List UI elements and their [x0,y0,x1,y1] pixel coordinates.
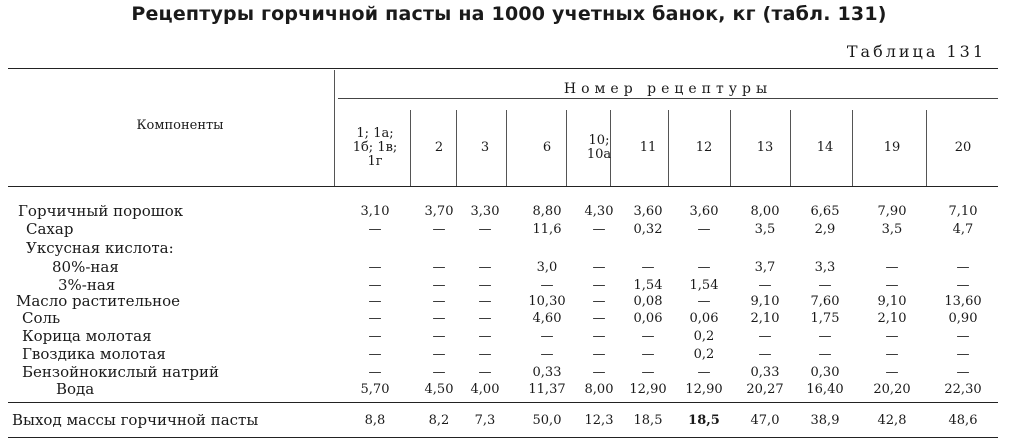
table-cell: — [641,347,655,362]
table-cell: 3,0 [536,260,558,275]
table-cell: — [758,347,772,362]
table-cell: 3,3 [814,260,836,275]
row-label: 80%-ная [52,258,119,276]
table-cell: 8,80 [532,204,562,219]
row-label: 3%-ная [58,276,116,294]
table-cell: 4,7 [952,222,974,237]
total-cell: 38,9 [810,413,840,428]
table-cell: — [592,278,606,293]
column-header: 2 [434,140,444,155]
table-cell: — [478,311,492,326]
table-cell: 12,90 [685,382,723,397]
table-cell: — [818,329,832,344]
page-title: Рецептуры горчичной пасты на 1000 учетных банок, кг (табл. 131) [131,3,887,25]
table-cell: — [432,294,446,309]
table-cell: — [697,294,711,309]
table-cell: 11,37 [528,382,566,397]
table-cell: 3,60 [633,204,663,219]
table-cell: — [592,294,606,309]
table-cell: 8,00 [750,204,780,219]
row-label: Уксусная кислота: [26,239,174,257]
table-cell: — [368,222,382,237]
table-cell: 4,60 [532,311,562,326]
table-cell: — [956,329,970,344]
total-cell: 12,3 [584,413,614,428]
table-cell: 2,10 [750,311,780,326]
header-divider [926,110,927,186]
column-header: 3 [480,140,490,155]
table-cell: — [432,347,446,362]
table-cell: — [956,347,970,362]
column-header: 13 [756,140,774,155]
row-label: Масло растительное [16,292,181,310]
table-cell: — [697,260,711,275]
table-cell: 13,60 [944,294,982,309]
table-cell: 4,50 [424,382,454,397]
table-cell: — [478,278,492,293]
table-cell: — [818,278,832,293]
table-cell: 3,30 [470,204,500,219]
table-cell: 9,10 [877,294,907,309]
table-number-label: Таблица 131 [846,42,986,61]
rule-total-top [8,402,998,403]
table-cell: — [432,278,446,293]
table-cell: 0,06 [633,311,663,326]
table-cell: 3,5 [881,222,903,237]
table-cell: 6,65 [810,204,840,219]
table-cell: 0,32 [633,222,663,237]
table-cell: 0,06 [689,311,719,326]
table-cell: 0,33 [750,365,780,380]
table-cell: 9,10 [750,294,780,309]
table-cell: — [432,222,446,237]
row-label: Гвоздика молотая [22,345,166,363]
table-cell: 1,54 [689,278,719,293]
table-cell: — [432,260,446,275]
table-cell: — [592,347,606,362]
total-cell: 18,5 [633,413,663,428]
table-cell: 3,60 [689,204,719,219]
header-divider [334,70,335,186]
table-cell: 12,90 [629,382,667,397]
table-cell: 8,00 [584,382,614,397]
table-cell: — [956,278,970,293]
table-cell: 1,54 [633,278,663,293]
table-cell: — [818,347,832,362]
table-cell: 11,6 [532,222,562,237]
total-cell: 8,2 [428,413,450,428]
total-cell: 8,8 [364,413,386,428]
total-row-label: Выход массы горчичной пасты [12,411,259,429]
table-cell: — [478,222,492,237]
total-cell: 48,6 [948,413,978,428]
column-header: 11 [639,140,657,155]
table-cell: 10,30 [528,294,566,309]
table-cell: — [885,365,899,380]
table-cell: 0,2 [693,347,715,362]
table-cell: — [368,329,382,344]
table-cell: — [641,329,655,344]
table-cell: — [885,347,899,362]
table-cell: — [478,294,492,309]
table-cell: 0,30 [810,365,840,380]
table-cell: 7,60 [810,294,840,309]
table-cell: — [540,278,554,293]
rule-top [8,68,998,69]
row-label: Корица молотая [22,327,152,345]
table-cell: — [885,278,899,293]
table-cell: — [592,311,606,326]
table-cell: — [368,294,382,309]
column-header: 1; 1а; 1б; 1в; 1г [352,126,398,169]
table-cell: — [758,278,772,293]
table-cell: 5,70 [360,382,390,397]
table-cell: — [478,329,492,344]
table-cell: — [697,222,711,237]
table-cell: 3,5 [754,222,776,237]
table-cell: — [540,329,554,344]
table-cell: — [432,311,446,326]
components-header: Компоненты [136,118,224,133]
group-header-rule [338,98,998,99]
table-cell: — [540,347,554,362]
table-cell: — [432,329,446,344]
table-cell: — [885,260,899,275]
column-header: 6 [542,140,552,155]
table-cell: — [368,347,382,362]
table-cell: 16,40 [806,382,844,397]
table-cell: — [478,260,492,275]
table-cell: — [956,260,970,275]
table-cell: — [432,365,446,380]
table-cell: 3,10 [360,204,390,219]
table-cell: 0,90 [948,311,978,326]
table-cell: 2,9 [814,222,836,237]
row-label: Соль [22,309,61,327]
total-cell: 18,5 [688,413,720,428]
table-cell: — [697,365,711,380]
total-cell: 50,0 [532,413,562,428]
row-label: Горчичный порошок [18,202,184,220]
table-cell: 0,2 [693,329,715,344]
table-cell: 2,10 [877,311,907,326]
table-cell: — [956,365,970,380]
table-cell: 7,90 [877,204,907,219]
total-cell: 47,0 [750,413,780,428]
row-label: Сахар [26,220,74,238]
table-cell: — [368,278,382,293]
total-cell: 7,3 [474,413,496,428]
table-cell: — [592,329,606,344]
table-cell: — [885,329,899,344]
column-header: 12 [695,140,713,155]
table-cell: 20,27 [746,382,784,397]
table-cell: — [592,260,606,275]
column-header: 14 [816,140,834,155]
table-cell: 4,30 [584,204,614,219]
rule-header-bottom [8,186,998,187]
table-cell: — [641,260,655,275]
table-cell: — [478,365,492,380]
header-divider [410,110,411,186]
recipe-number-header: Номер рецептуры [563,81,773,97]
table-cell: 3,7 [754,260,776,275]
table-cell: 20,20 [873,382,911,397]
row-label: Вода [56,380,95,398]
column-header: 10; 10а [586,133,612,162]
table-cell: — [478,347,492,362]
table-cell: 3,70 [424,204,454,219]
row-label: Бензойнокислый натрий [22,363,219,381]
total-cell: 42,8 [877,413,907,428]
table-cell: 0,33 [532,365,562,380]
table-cell: 7,10 [948,204,978,219]
table-cell: 0,08 [633,294,663,309]
table-cell: — [641,365,655,380]
column-header: 20 [954,140,972,155]
rule-bottom [8,437,998,438]
table-cell: 1,75 [810,311,840,326]
table-cell: 22,30 [944,382,982,397]
table-cell: — [592,222,606,237]
table-cell: — [592,365,606,380]
table-cell: 4,00 [470,382,500,397]
table-cell: — [758,329,772,344]
table-cell: — [368,365,382,380]
table-cell: — [368,260,382,275]
table-cell: — [368,311,382,326]
column-header: 19 [883,140,901,155]
